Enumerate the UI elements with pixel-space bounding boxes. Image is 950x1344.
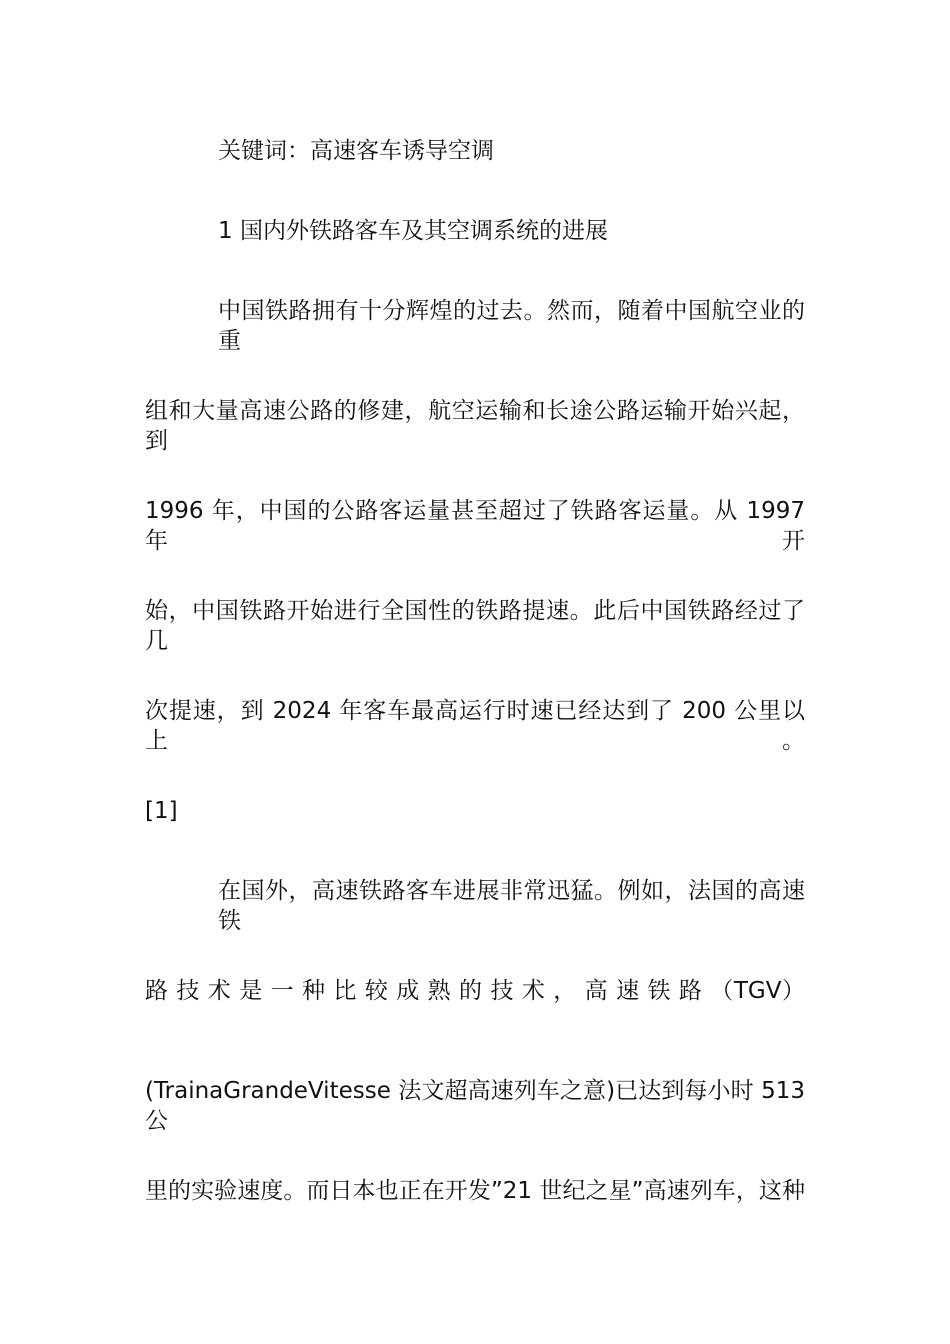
paragraph2-line-2: 路 技 术 是 一 种 比 较 成 熟 的 技 术 ， 高 速 铁 路 （TGV） <box>145 978 805 1004</box>
paragraph2-line-1: 在国外，高速铁路客车进展非常迅猛。例如，法国的高速铁 <box>218 878 805 934</box>
paragraph1-line-5: 次提速，到 2024 年客车最高运行时速已经达到了 200 公里以上。 <box>145 698 805 754</box>
paragraph1-line-2: 组和大量高速公路的修建，航空运输和长途公路运输开始兴起，到 <box>145 398 805 454</box>
keywords-line: 关键词：高速客车诱导空调 <box>218 138 494 164</box>
section-heading: 1 国内外铁路客车及其空调系统的进展 <box>218 218 608 244</box>
paragraph1-line-1: 中国铁路拥有十分辉煌的过去。然而，随着中国航空业的重 <box>218 298 805 354</box>
paragraph1-line-3: 1996 年，中国的公路客运量甚至超过了铁路客运量。从 1997 年开 <box>145 498 805 554</box>
citation-ref: [1] <box>145 798 178 824</box>
paragraph2-line-3: (TrainaGrandeVitesse 法文超高速列车之意)已达到每小时 513 公 <box>145 1078 805 1134</box>
paragraph2-line-4: 里的实验速度。而日本也正在开发”21 世纪之星”高速列车，这种 <box>145 1178 805 1204</box>
paragraph1-line-4: 始，中国铁路开始进行全国性的铁路提速。此后中国铁路经过了几 <box>145 598 805 654</box>
